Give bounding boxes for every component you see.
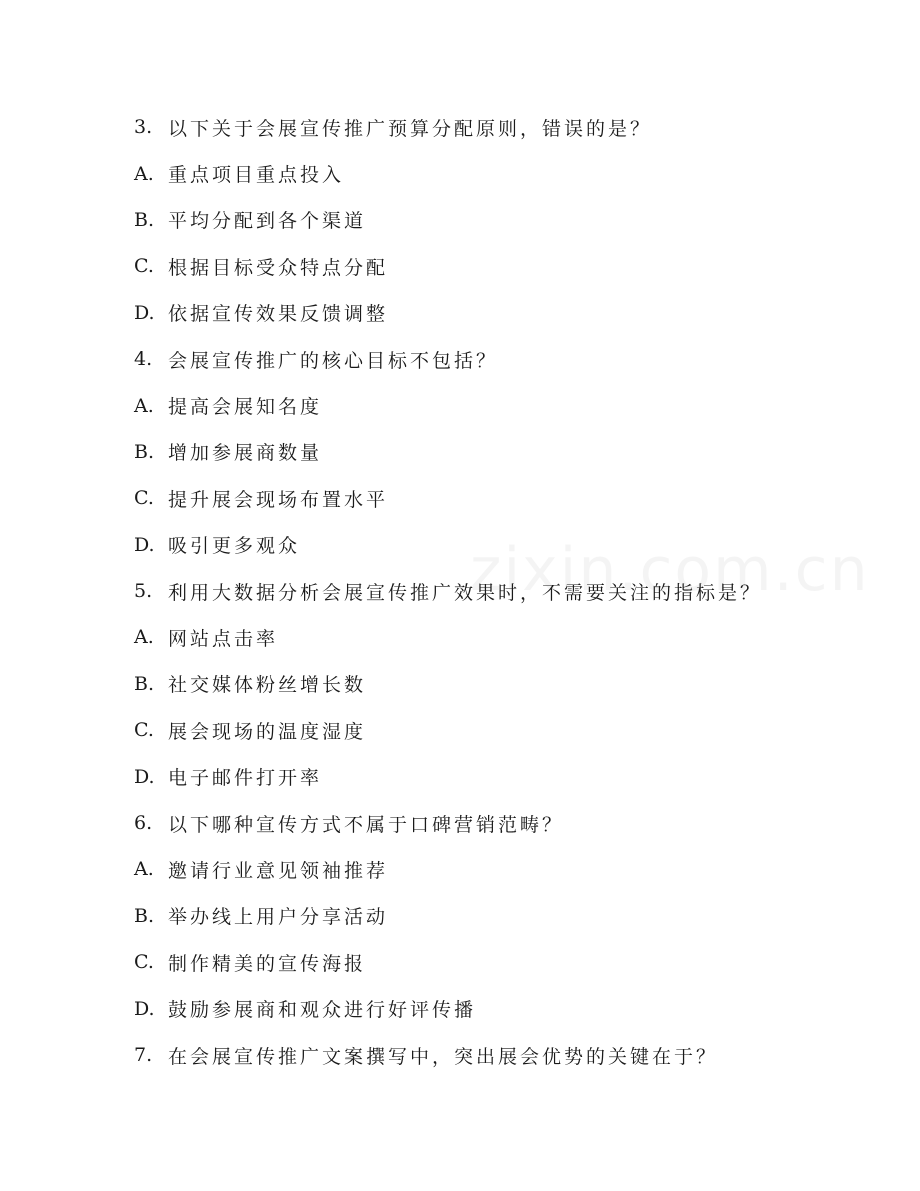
option-text: 提升展会现场布置水平 xyxy=(168,488,389,511)
option-label: A. xyxy=(134,394,154,417)
option-text: 提高会展知名度 xyxy=(168,396,323,419)
option-label: B. xyxy=(134,672,155,695)
option-label: C. xyxy=(134,487,154,510)
question-number: 6. xyxy=(134,812,153,835)
question-list xyxy=(134,104,874,1078)
option-a xyxy=(134,382,874,428)
option-c xyxy=(134,707,874,753)
option-d xyxy=(134,522,874,568)
option-text: 电子邮件打开率 xyxy=(168,767,323,790)
question-6 xyxy=(134,800,874,846)
option-text: 举办线上用户分享活动 xyxy=(168,906,389,929)
option-b xyxy=(134,197,874,243)
option-label: C. xyxy=(134,255,154,278)
question-number: 7. xyxy=(134,1044,153,1066)
option-label: C. xyxy=(134,719,154,742)
option-text: 邀请行业意见领袖推荐 xyxy=(168,859,389,882)
option-text: 重点项目重点投入 xyxy=(168,164,345,187)
option-label: A. xyxy=(134,162,154,185)
question-text: 会展宣传推广的核心目标不包括？ xyxy=(168,349,499,372)
option-label: B. xyxy=(134,904,155,927)
option-d xyxy=(134,290,874,336)
option-b xyxy=(134,429,874,475)
option-d xyxy=(134,753,874,799)
option-text: 鼓励参展商和观众进行好评传播 xyxy=(168,999,477,1022)
option-label: B. xyxy=(134,440,155,463)
option-c xyxy=(134,243,874,289)
option-text: 增加参展商数量 xyxy=(168,442,323,465)
option-text: 网站点击率 xyxy=(168,627,279,650)
option-a xyxy=(134,846,874,892)
option-label: D. xyxy=(134,301,155,324)
option-label: D. xyxy=(134,533,155,556)
option-label: D. xyxy=(134,997,155,1020)
question-number: 4. xyxy=(134,348,153,371)
question-5 xyxy=(134,568,874,614)
question-number: 3. xyxy=(134,116,153,139)
question-number: 5. xyxy=(134,580,153,603)
question-4 xyxy=(134,336,874,382)
option-a xyxy=(134,150,874,196)
option-d xyxy=(134,985,874,1031)
question-text: 利用大数据分析会展宣传推广效果时，不需要关注的指标是？ xyxy=(168,581,763,604)
option-text: 平均分配到各个渠道 xyxy=(168,210,367,233)
option-text: 根据目标受众特点分配 xyxy=(168,256,389,279)
option-text: 展会现场的温度湿度 xyxy=(168,720,367,743)
option-text: 制作精美的宣传海报 xyxy=(168,952,367,975)
option-label: D. xyxy=(134,765,155,788)
option-label: C. xyxy=(134,951,154,974)
option-b xyxy=(134,893,874,939)
option-c xyxy=(134,475,874,521)
option-text: 社交媒体粉丝增长数 xyxy=(168,674,367,697)
option-label: A. xyxy=(134,626,154,649)
question-text: 以下哪种宣传方式不属于口碑营销范畴？ xyxy=(168,813,565,836)
option-label: B. xyxy=(134,208,155,231)
option-label: A. xyxy=(134,858,154,881)
question-text: 以下关于会展宣传推广预算分配原则，错误的是？ xyxy=(168,117,653,140)
option-b xyxy=(134,661,874,707)
question-7 xyxy=(134,1032,874,1078)
option-text: 依据宣传效果反馈调整 xyxy=(168,303,389,326)
option-c xyxy=(134,939,874,985)
question-text: 在会展宣传推广文案撰写中，突出展会优势的关键在于？ xyxy=(168,1045,719,1068)
question-3 xyxy=(134,104,874,150)
option-text: 吸引更多观众 xyxy=(168,535,301,558)
option-a xyxy=(134,614,874,660)
